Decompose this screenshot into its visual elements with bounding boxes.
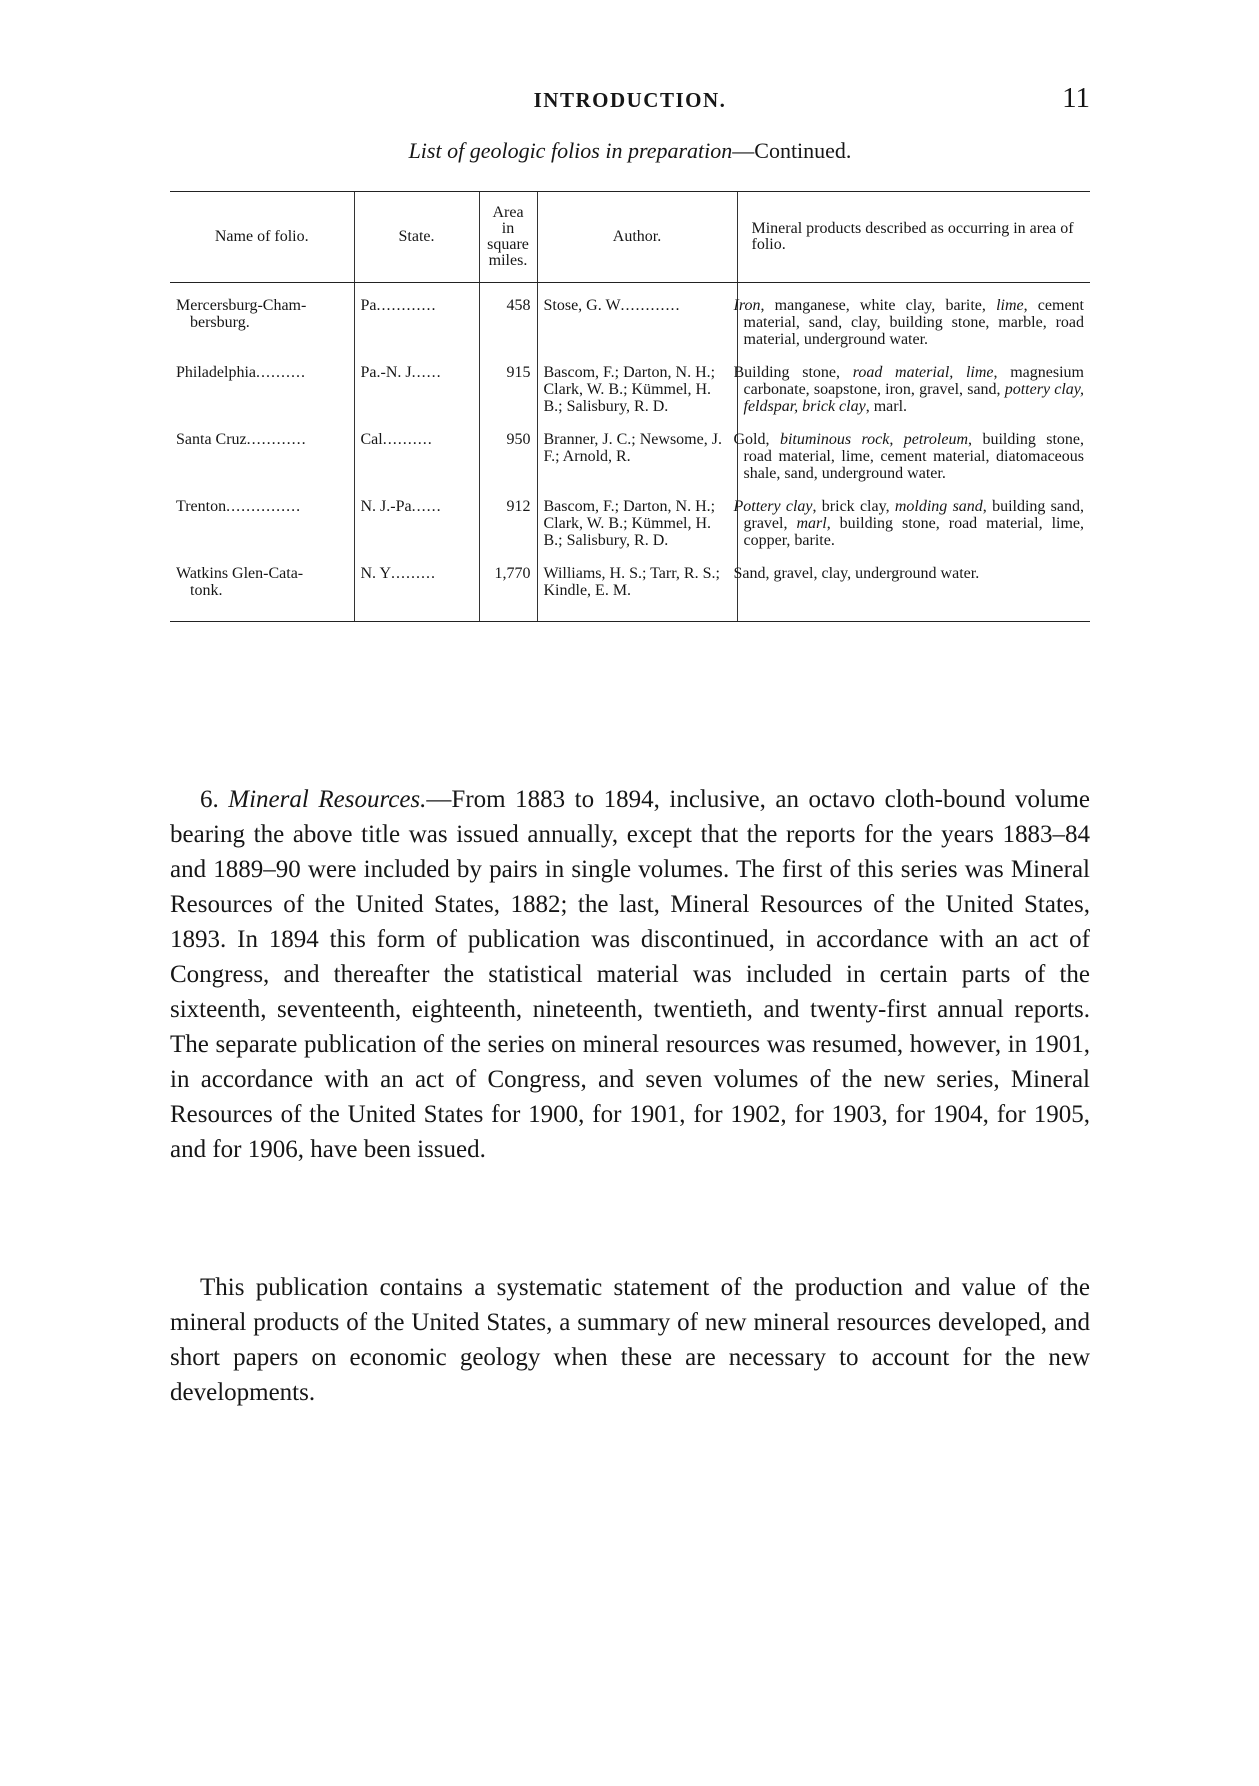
table-row: [170, 364, 1090, 431]
cell-author: Williams, H. S.; Tarr, R. S.; Kindle, E. M.: [537, 565, 737, 622]
caption-suffix: —Continued.: [732, 138, 852, 163]
cell-author: Bascom, F.; Darton, N. H.; Clark, W. B.; Kümmel, H. B.; Salisbury, R. D.: [537, 498, 737, 565]
cell-state: Pa.-N. J......: [354, 364, 479, 431]
cell-mineral-products: Building stone, road material, lime, magnesium carbonate, soapstone, iron, gravel, sand, pottery clay, feldspar, brick clay, marl.: [737, 364, 1090, 431]
table-row: [170, 565, 1090, 622]
cell-state: Cal..........: [354, 431, 479, 498]
cell-folio-name: Santa Cruz............: [176, 431, 307, 448]
paragraph-mineral-resources: [170, 782, 1090, 1167]
cell-folio-name: Philadelphia..........: [176, 364, 306, 381]
cell-area: 950: [479, 431, 537, 498]
table-row: [170, 283, 1090, 365]
cell-mineral-products: Pottery clay, brick clay, molding sand, building sand, gravel, marl, building stone, road material, lime, copper, barite.: [737, 498, 1090, 565]
cell-mineral-products: Sand, gravel, clay, underground water.: [737, 565, 1090, 622]
running-head: INTRODUCTION.: [533, 88, 727, 112]
table-row: [170, 498, 1090, 565]
col-header-name: Name of folio.: [170, 192, 354, 283]
cell-state: Pa............: [354, 283, 479, 365]
cell-state: N. Y.........: [354, 565, 479, 622]
col-header-area: Area in square miles.: [479, 192, 537, 283]
col-header-state: State.: [354, 192, 479, 283]
section-number: 6.: [200, 786, 229, 813]
folio-table: [170, 191, 1090, 622]
paragraph-text: This publication contains a systematic statement of the production and value of the mineral products of the United States, a summary of new mineral resources developed, and short papers on economic geology when these are necessary to account for the new developments.: [170, 1274, 1090, 1406]
caption-title: List of geologic folios in preparation: [408, 138, 733, 163]
cell-folio-name: Mercersburg-Cham- bersburg.: [176, 297, 307, 331]
cell-state: N. J.-Pa......: [354, 498, 479, 565]
table-row: [170, 431, 1090, 498]
cell-area: 915: [479, 364, 537, 431]
cell-area: 458: [479, 283, 537, 365]
cell-author: Bascom, F.; Darton, N. H.; Clark, W. B.; Kümmel, H. B.; Salisbury, R. D.: [537, 364, 737, 431]
page-number: 11: [1062, 82, 1090, 114]
paragraph-publication-contents: [170, 1270, 1090, 1410]
table-caption: [170, 138, 1090, 164]
cell-area: 1,770: [479, 565, 537, 622]
table-header-row: [170, 192, 1090, 283]
cell-mineral-products: Iron, manganese, white clay, barite, lime, cement material, sand, clay, building stone, marble, road material, underground water.: [737, 283, 1090, 365]
cell-author: Branner, J. C.; Newsome, J. F.; Arnold, R.: [537, 431, 737, 498]
cell-author: Stose, G. W............: [537, 283, 737, 365]
cell-folio-name: Trenton...............: [176, 498, 302, 515]
cell-mineral-products: Gold, bituminous rock, petroleum, building stone, road material, lime, cement material, diatomaceous shale, sand, underground water.: [737, 431, 1090, 498]
section-title: Mineral Resources.: [228, 786, 427, 813]
cell-area: 912: [479, 498, 537, 565]
col-header-mineral: Mineral products described as occurring in area of folio.: [737, 192, 1090, 283]
cell-folio-name: Watkins Glen-Cata- tonk.: [170, 565, 354, 622]
page-header: [170, 82, 1090, 122]
paragraph-text: —From 1883 to 1894, inclusive, an octavo cloth-bound volume bearing the above title was issued annually, except that the reports for the years 1883–84 and 1889–90 were included by pairs in single volumes. The first of this series was Mineral Resources of the United States, 1882; the last, Mineral Resources of the United States, 1893. In 1894 this form of publication was discontinued, in accordance with an act of Congress, and thereafter the statistical material was included in certain parts of the sixteenth, seventeenth, eighteenth, nineteenth, twentieth, and twenty-first annual reports. The separate publication of the series on mineral resources was resumed, however, in 1901, in accordance with an act of Congress, and seven volumes of the new series, Mineral Resources of the United States for 1900, for 1901, for 1902, for 1903, for 1904, for 1905, and for 1906, have been issued.: [170, 786, 1090, 1163]
col-header-author: Author.: [537, 192, 737, 283]
